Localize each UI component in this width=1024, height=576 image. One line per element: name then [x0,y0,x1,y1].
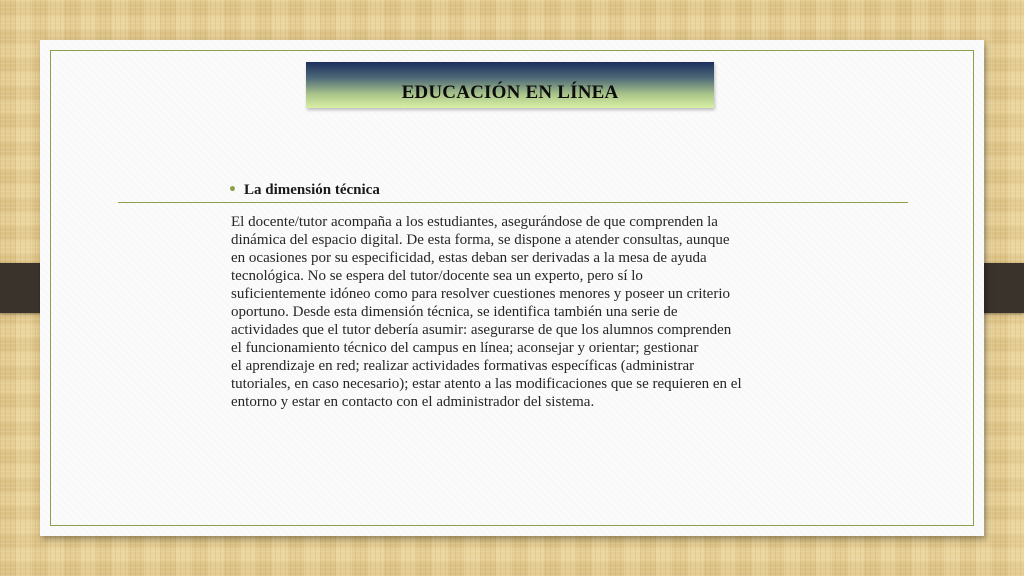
paragraph-line: oportuno. Desde esta dimensión técnica, se identifica también una serie de [231,304,678,320]
paragraph-line: dinámica del espacio digital. De esta forma, se dispone a atender consultas, aunque [231,232,730,248]
title-banner [306,62,714,108]
bullet-heading-label: La dimensión técnica [244,182,380,198]
paragraph-line: el funcionamiento técnico del campus en línea; aconsejar y orientar; gestionar [231,340,699,356]
paragraph-line: tutoriales, en caso necesario); estar atento a las modificaciones que se requieren en el [231,376,742,392]
paragraph-line: tecnológica. No se espera del tutor/docente sea un experto, pero sí lo [231,268,643,284]
paragraph-line: El docente/tutor acompaña a los estudiantes, asegurándose de que comprenden la [231,214,718,230]
paragraph-line: actividades que el tutor debería asumir: asegurarse de que los alumnos comprenden [231,322,732,338]
slide-paper [40,40,984,536]
bullet-icon: • [228,182,237,198]
slide-title: EDUCACIÓN EN LÍNEA [401,82,619,103]
heading-divider [118,202,908,203]
bullet-heading [228,182,380,199]
body-paragraph [231,213,799,411]
paragraph-line: entorno y estar en contacto con el administrador del sistema. [231,394,595,410]
paragraph-line: el aprendizaje en red; realizar actividades formativas específicas (administrar [231,358,695,374]
paragraph-line: en ocasiones por su especificidad, estas deban ser derivadas a la mesa de ayuda [231,250,707,266]
paragraph-line: suficientemente idóneo como para resolver cuestiones menores y poseer un criterio [231,286,730,302]
